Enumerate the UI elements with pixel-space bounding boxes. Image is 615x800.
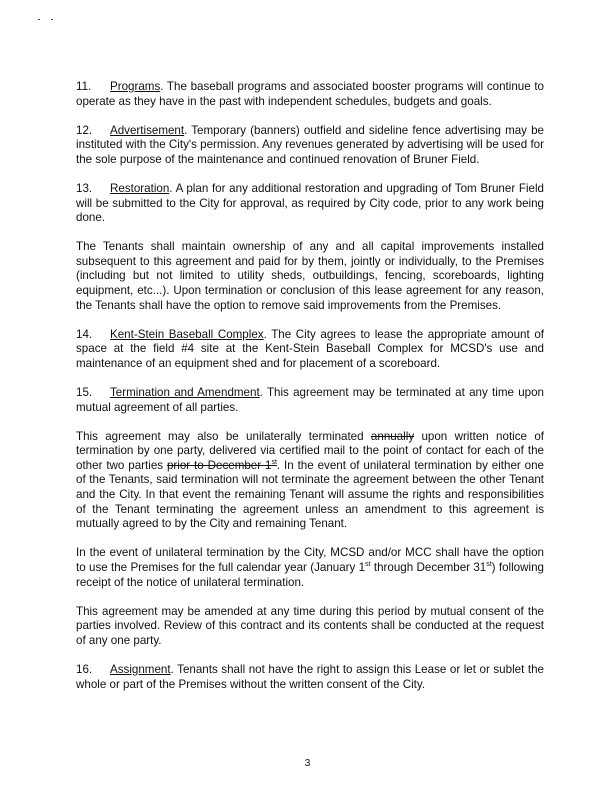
section-heading: Kent-Stein Baseball Complex: [110, 327, 264, 341]
section-heading: Advertisement: [110, 123, 185, 137]
section-11-programs: [76, 80, 544, 109]
section-heading: Termination and Amendment: [110, 386, 260, 399]
section-number: 13.: [76, 181, 93, 195]
text-run: ) following receipt of the notice of unilateral termination.: [76, 560, 544, 589]
section-text: . Tenants shall not have the right to assign this Lease or let or sublet the whole or part of the Premises without the written consent of the City.: [76, 662, 544, 691]
section-number: 14.: [76, 327, 93, 341]
section-number: 11.: [76, 80, 92, 93]
section-number: 12.: [76, 123, 93, 137]
text-run: through December 31: [370, 560, 487, 574]
paragraph-amendment: This agreement may be amended at any time during this period by mutual consent of the parties involved. Review of this contract and its contents shall be conducted at the request of any one party.: [76, 604, 544, 647]
text-run: upon written notice of termination by one party, delivered via certified mail to the point of contact for each of the other two parties: [76, 429, 544, 472]
text-run: This agreement may also be unilaterally terminated: [76, 429, 371, 443]
scan-mark: [38, 19, 40, 20]
section-text: . The City agrees to lease the appropriate amount of space at the field #4 site at the Kent-Stein Baseball Complex for MCSD's use and maintenance of an equipment shed and for placement of a scoreboard.: [76, 327, 544, 370]
section-14-kent-stein: [76, 328, 544, 372]
section-text: . The baseball programs and associated booster programs will continue to operate as they have in the past with independent schedules, budgets and goals.: [76, 80, 544, 108]
struck-text: [167, 459, 277, 472]
document-page: [76, 80, 544, 707]
paragraph-improvements: The Tenants shall maintain ownership of any and all capital improvements installed subsequent to this agreement and paid for by them, jointly or individually, to the Premises (including but not limited to utility sheds, outbuildings, fencing, scoreboards, lighting equipment, etc...). Upon termination or conclusion of this lease agreement for any reason, the Tenants shall have the option to remove said improvements from the Premises.: [76, 240, 544, 312]
section-text: . A plan for any additional restoration and upgrading of Tom Bruner Field will be submitted to the City for approval, as required by City code, prior to any work being done.: [76, 181, 544, 225]
paragraph-city-termination: [76, 546, 544, 590]
paragraph-unilateral-termination: [76, 430, 544, 532]
section-heading: Restoration: [110, 181, 170, 195]
page-number: 3: [304, 758, 311, 769]
section-text: . This agreement may be terminated at any time upon mutual agreement of all parties.: [76, 386, 544, 414]
struck-text: annually: [370, 429, 415, 443]
section-heading: Programs: [110, 80, 161, 93]
section-text: . Temporary (banners) outfield and sideline fence advertising may be instituted with the City's permission. Any revenues generated by advertising will be used for the sole purpose of the maintenance and continued renovation of Bruner Field.: [76, 123, 544, 166]
section-number: 16.: [76, 662, 93, 676]
superscript: st: [486, 561, 492, 569]
superscript: st: [271, 459, 277, 467]
struck-text-run: prior to December 1: [166, 458, 272, 472]
text-run: In the event of unilateral termination by the City, MCSD and/or MCC shall have the option to use the Premises for the full calendar year (January 1: [76, 546, 544, 574]
scan-mark: [51, 19, 53, 20]
section-heading: Assignment: [110, 662, 171, 676]
section-12-advertisement: [76, 124, 544, 168]
section-15-termination: [76, 386, 544, 415]
section-number: 15.: [76, 386, 93, 399]
section-13-restoration: [76, 182, 544, 226]
text-run: . In the event of unilateral termination by either one of the Tenants, said termination will not terminate the agreement between the other Tenant and the City. In that event the remaining Tenant will assume the rights and responsibilities of the Tenant terminating the agreement unless an amendment to this agreement is mutually agreed to by the City and remaining Tenant.: [76, 458, 544, 531]
section-16-assignment: [76, 663, 544, 692]
superscript: st: [365, 561, 371, 569]
